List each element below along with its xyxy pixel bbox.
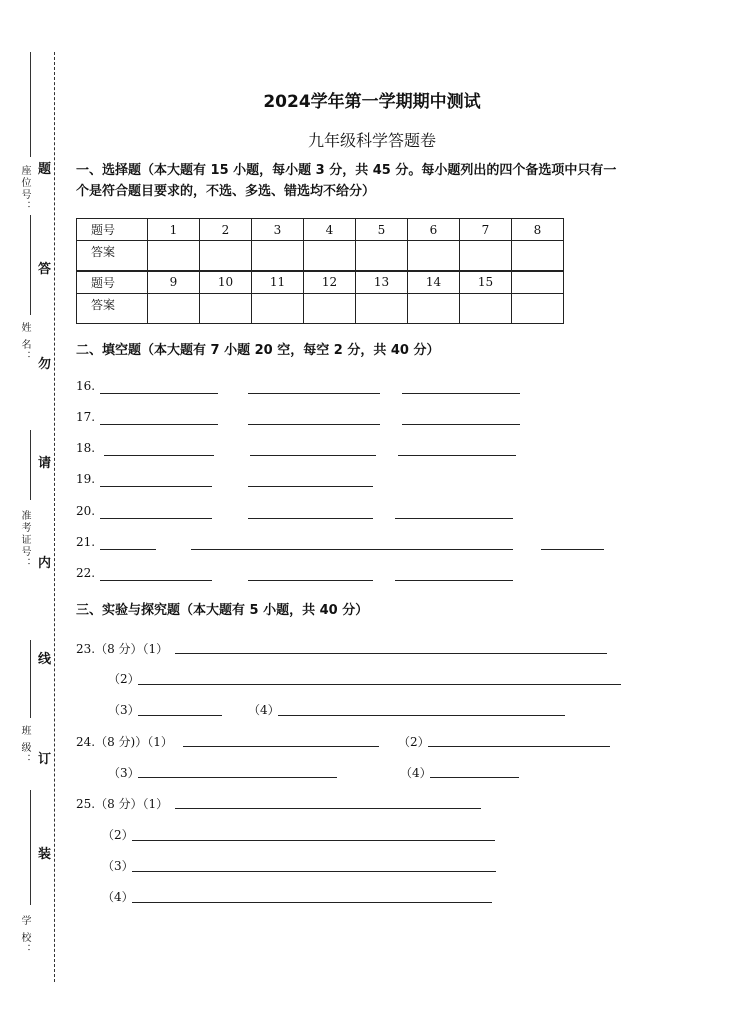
margin-char-xian: 线: [38, 652, 52, 667]
answer-cell[interactable]: [200, 241, 252, 271]
answer-line[interactable]: [428, 746, 610, 747]
q-num-cell: 10: [200, 271, 252, 294]
answer-line[interactable]: [248, 486, 373, 487]
q-num-cell: 2: [200, 219, 252, 241]
q-num-cell: 6: [408, 219, 460, 241]
q24-3-label: （3）: [108, 766, 140, 780]
answer-line[interactable]: [248, 518, 373, 519]
answer-grid: [76, 218, 564, 324]
q-num-cell: 5: [356, 219, 408, 241]
section1-heading-line1: 一、选择题（本大题有 15 小题，每小题 3 分，共 45 分。每小题列出的四个备选项中只有一: [76, 163, 617, 178]
margin-char-nei: 内: [38, 556, 52, 571]
answer-line[interactable]: [395, 580, 513, 581]
answer-line[interactable]: [132, 840, 495, 841]
q20-label: 20.: [76, 504, 96, 518]
q-num-cell: 12: [304, 271, 356, 294]
exam-no-field-line: [30, 430, 31, 500]
q-num-cell: 9: [148, 271, 200, 294]
answer-line[interactable]: [395, 518, 513, 519]
section1-heading-line2: 个是符合题目要求的，不选、多选、错选均不给分）: [76, 184, 376, 199]
row-label-num: 题号: [77, 271, 148, 294]
answer-line[interactable]: [100, 518, 212, 519]
exam-title: 2024学年第一学期期中测试: [263, 92, 481, 112]
name-label: 姓 名：: [19, 322, 30, 364]
table-row: [77, 219, 564, 241]
class-field-line: [30, 640, 31, 718]
answer-line[interactable]: [100, 486, 212, 487]
q23-2-label: （2）: [108, 672, 140, 686]
q25-4-label: （4）: [102, 890, 134, 904]
answer-line[interactable]: [541, 549, 604, 550]
exam-no-label: 准考证号：: [19, 510, 30, 570]
answer-line[interactable]: [100, 580, 212, 581]
margin-char-zhuang: 装: [38, 847, 52, 862]
table-row: [77, 241, 564, 271]
answer-line[interactable]: [250, 455, 376, 456]
school-field-line: [30, 790, 31, 905]
answer-cell[interactable]: [200, 293, 252, 323]
table-row: [77, 271, 564, 294]
answer-cell[interactable]: [304, 241, 356, 271]
q24-label: 24.（8 分)）（1）: [76, 735, 173, 749]
answer-line[interactable]: [278, 715, 565, 716]
school-label: 学 校：: [19, 915, 30, 957]
q-num-cell: 1: [148, 219, 200, 241]
answer-line[interactable]: [100, 549, 156, 550]
q-num-cell: 14: [408, 271, 460, 294]
answer-line[interactable]: [100, 393, 218, 394]
answer-line[interactable]: [138, 777, 337, 778]
answer-line[interactable]: [100, 424, 218, 425]
q17-label: 17.: [76, 410, 96, 424]
margin-char-ding: 订: [38, 752, 52, 767]
answer-cell[interactable]: [356, 241, 408, 271]
q-num-cell: 3: [252, 219, 304, 241]
q-num-cell: 13: [356, 271, 408, 294]
q18-label: 18.: [76, 441, 96, 455]
answer-line[interactable]: [138, 715, 222, 716]
answer-line[interactable]: [132, 871, 496, 872]
answer-cell[interactable]: [408, 293, 460, 323]
margin-char-wu: 勿: [38, 357, 52, 372]
q22-label: 22.: [76, 566, 96, 580]
answer-line[interactable]: [248, 580, 373, 581]
answer-cell[interactable]: [512, 241, 564, 271]
answer-cell[interactable]: [512, 293, 564, 323]
q23-label: 23.（8 分）（1）: [76, 642, 169, 656]
q-num-cell: [512, 271, 564, 294]
answer-line[interactable]: [402, 393, 520, 394]
margin-char-da: 答: [38, 262, 52, 277]
q24-2-label: （2）: [398, 735, 430, 749]
answer-cell[interactable]: [148, 293, 200, 323]
seat-label: 座位号：: [19, 165, 30, 213]
margin-char-qing: 请: [38, 456, 52, 471]
answer-cell[interactable]: [148, 241, 200, 271]
answer-cell[interactable]: [304, 293, 356, 323]
q19-label: 19.: [76, 472, 96, 486]
answer-line[interactable]: [183, 746, 379, 747]
answer-line[interactable]: [132, 902, 492, 903]
q25-3-label: （3）: [102, 859, 134, 873]
q21-label: 21.: [76, 535, 96, 549]
section2-heading: 二、填空题（本大题有 7 小题 20 空，每空 2 分，共 40 分）: [76, 343, 440, 358]
q-num-cell: 15: [460, 271, 512, 294]
q16-label: 16.: [76, 379, 96, 393]
section3-heading: 三、实验与探究题（本大题有 5 小题，共 40 分）: [76, 603, 369, 618]
row-label-ans: 答案: [77, 293, 148, 323]
answer-cell[interactable]: [460, 241, 512, 271]
q-num-cell: 11: [252, 271, 304, 294]
answer-line[interactable]: [175, 808, 481, 809]
answer-cell[interactable]: [356, 293, 408, 323]
answer-line[interactable]: [398, 455, 516, 456]
answer-line[interactable]: [402, 424, 520, 425]
answer-line[interactable]: [430, 777, 519, 778]
class-label: 班 级：: [19, 725, 30, 767]
binding-dashed-line: [54, 52, 55, 982]
q-num-cell: 8: [512, 219, 564, 241]
answer-cell[interactable]: [252, 241, 304, 271]
exam-subtitle: 九年级科学答题卷: [307, 131, 436, 150]
row-label-ans: 答案: [77, 241, 148, 271]
answer-line[interactable]: [191, 549, 513, 550]
answer-line[interactable]: [248, 393, 380, 394]
answer-line[interactable]: [248, 424, 380, 425]
answer-cell[interactable]: [408, 241, 460, 271]
answer-line[interactable]: [175, 653, 607, 654]
q23-4-label: （4）: [248, 703, 280, 717]
row-label-num: 题号: [77, 219, 148, 241]
name-field-line: [30, 215, 31, 315]
margin-char-ti: 题: [38, 162, 52, 177]
q-num-cell: 4: [304, 219, 356, 241]
table-row: [77, 293, 564, 323]
answer-cell[interactable]: [252, 293, 304, 323]
answer-cell[interactable]: [460, 293, 512, 323]
answer-line[interactable]: [138, 684, 621, 685]
q23-3-label: （3）: [108, 703, 140, 717]
q25-label: 25.（8 分）（1）: [76, 797, 169, 811]
q-num-cell: 7: [460, 219, 512, 241]
q24-4-label: （4）: [400, 766, 432, 780]
answer-line[interactable]: [104, 455, 214, 456]
q25-2-label: （2）: [102, 828, 134, 842]
